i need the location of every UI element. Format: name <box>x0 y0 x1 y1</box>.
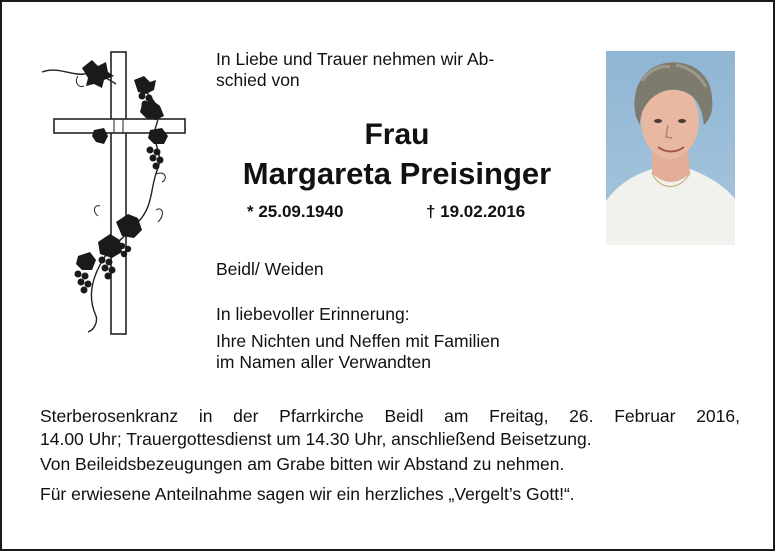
birth-date: * 25.09.1940 <box>247 202 344 221</box>
thanks-note: Für erwiesene Anteilnahme sagen wir ein herzliches „Vergelt’s Gott!“. <box>40 484 575 504</box>
deceased-title: Frau <box>364 118 430 151</box>
portrait-photo <box>606 51 735 245</box>
cross-with-grapevine-icon <box>38 46 190 338</box>
mourners-line: im Namen aller Verwandten <box>216 352 431 372</box>
mourners <box>216 331 500 373</box>
residence: Beidl/ Weiden <box>216 259 324 279</box>
intro-line: schied von <box>216 70 300 90</box>
service-line: 14.00 Uhr; Trauergottesdienst um 14.30 Uhr, anschließend Beisetzung. <box>40 429 592 449</box>
intro-text <box>216 49 578 91</box>
intro-line: In Liebe und Trauer nehmen wir Ab- <box>216 49 495 69</box>
remembrance-heading: In liebevoller Erinnerung: <box>216 304 410 324</box>
service-line: Sterberosenkranz in der Pfarrkirche Beidl am Freitag, 26. Februar 2016, <box>40 406 740 426</box>
condolence-note: Von Beileidsbezeugungen am Grabe bitten wir Abstand zu nehmen. <box>40 454 565 474</box>
service-announcement <box>40 405 740 451</box>
mourners-line: Ihre Nichten und Neffen mit Familien <box>216 331 500 351</box>
deceased-name: Margareta Preisinger <box>242 156 552 191</box>
death-date: † 19.02.2016 <box>426 202 526 221</box>
